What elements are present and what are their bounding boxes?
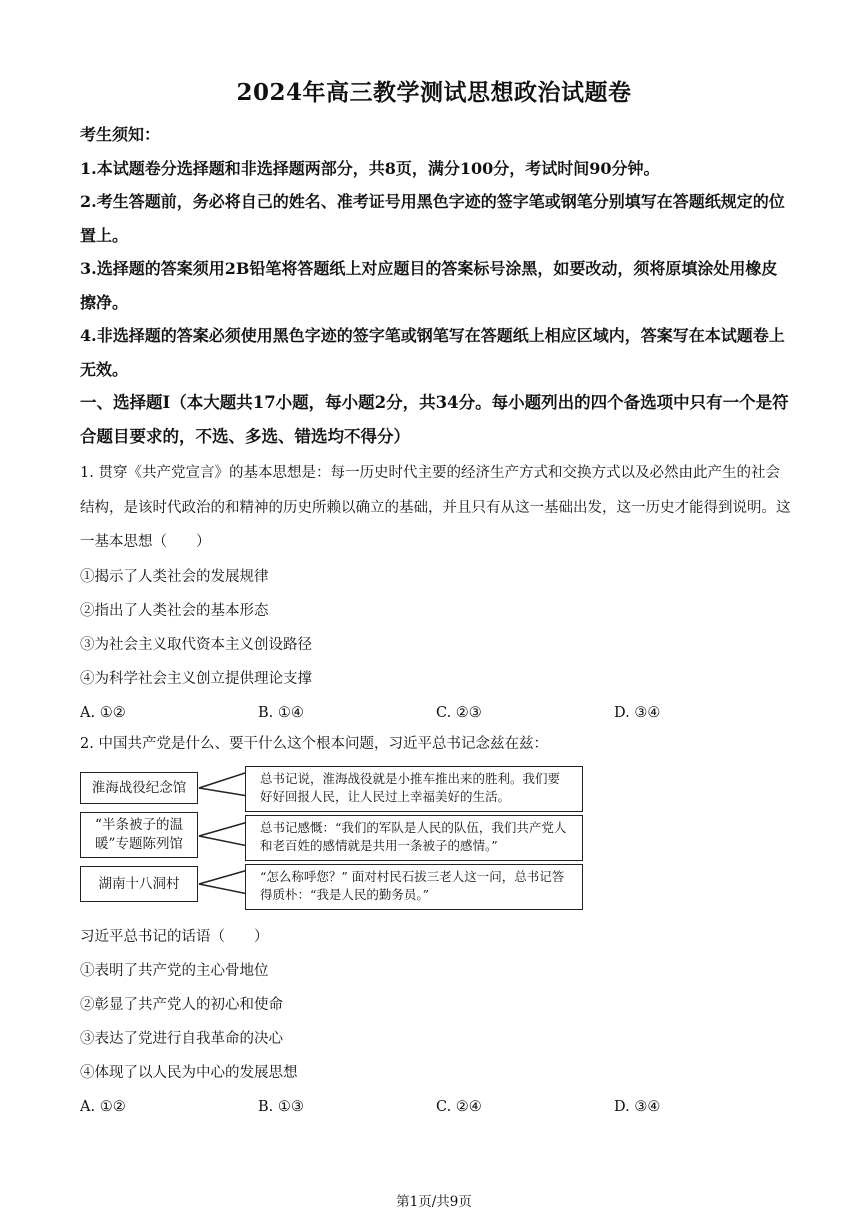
option-b: B. ①④ xyxy=(258,704,304,721)
section-heading: 一、选择题Ⅰ（本大题共17小题，每小题2分，共34分。每小题列出的四个备选项中只有一个是符合题目要求的，不选、多选、错选均不得分） xyxy=(80,393,789,446)
quote-bubble: 总书记感慨：“我们的军队是人民的队伍，我们共产党人和老百姓的感情就是共用一条被子的感情。” xyxy=(245,815,583,861)
notice-item-2: 2.考生答题前，务必将自己的姓名、准考证号用黑色字迹的签字笔或钢笔分别填写在答题纸规定的位置上。 xyxy=(80,192,785,245)
page-footer: 第1页/共9页 xyxy=(396,1194,472,1210)
option-d: D. ③④ xyxy=(614,1099,661,1115)
quote-bubble: “怎么称呼您？” 面对村民石拔三老人这一问，总书记答得质朴：“我是人民的勤务员。” xyxy=(245,864,583,910)
speech-pointer xyxy=(199,822,248,846)
question-2-options xyxy=(80,1090,792,1124)
notice-heading: 考生须知： xyxy=(80,125,161,144)
question-2-statement: ①表明了共产党的主心骨地位 xyxy=(80,963,269,979)
option-c: C. ②④ xyxy=(436,1099,482,1115)
question-1-statement: ④为科学社会主义创立提供理论支撑 xyxy=(80,670,312,687)
option-a: A. ①② xyxy=(80,704,126,721)
notice-item-3: 3.选择题的答案须用2B铅笔将答题纸上对应题目的答案标号涂黑，如要改动，须将原填涂处用橡皮擦净。 xyxy=(80,259,778,312)
place-box: 淮海战役纪念馆 xyxy=(80,772,198,804)
question-2-statement: ③表达了党进行自我革命的决心 xyxy=(80,1031,283,1047)
page-title: 2024年高三教学测试思想政治试题卷 xyxy=(236,79,632,106)
question-2-body xyxy=(80,920,792,1124)
option-c: C. ②③ xyxy=(436,704,482,721)
question-1-statement: ①揭示了人类社会的发展规律 xyxy=(80,568,269,585)
quote-bubble: 总书记说，淮海战役就是小推车推出来的胜利。我们要好好回报人民，让人民过上幸福美好的生活。 xyxy=(245,766,583,812)
question-2-statement: ②彰显了共产党人的初心和使命 xyxy=(80,997,283,1013)
option-a: A. ①② xyxy=(80,1099,126,1115)
speech-pointer xyxy=(199,870,248,894)
place-box: “半条被子的温暖”专题陈列馆 xyxy=(80,812,198,858)
question-2-stem: 2. 中国共产党是什么、要干什么这个根本问题，习近平总书记念兹在兹： xyxy=(80,736,548,752)
question-1-statement: ③为社会主义取代资本主义创设路径 xyxy=(80,636,312,653)
option-b: B. ①③ xyxy=(258,1099,304,1115)
notice-item-4: 4.非选择题的答案必须使用黑色字迹的签字笔或钢笔写在答题纸上相应区域内，答案写在本试题卷上无效。 xyxy=(80,326,785,379)
notice-item-1: 1.本试题卷分选择题和非选择题两部分，共8页，满分100分，考试时间90分钟。 xyxy=(80,158,660,178)
question-1-statement: ②指出了人类社会的基本形态 xyxy=(80,602,269,619)
speech-pointer xyxy=(199,772,248,796)
question-2-statement: ④体现了以人民为中心的发展思想 xyxy=(80,1065,298,1081)
question-1-stem: 1. 贯穿《共产党宣言》的基本思想是：每一历史时代主要的经济生产方式和交换方式以及必然由此产生的社会结构，是该时代政治的和精神的历史所赖以确立的基础，并且只有从这一基础出发，这一历史才能得到说明。这一基本思想（ ） xyxy=(80,465,791,550)
place-box: 湖南十八洞村 xyxy=(80,866,198,902)
option-d: D. ③④ xyxy=(614,704,661,721)
question-2-prompt: 习近平总书记的话语（ ） xyxy=(80,929,269,945)
